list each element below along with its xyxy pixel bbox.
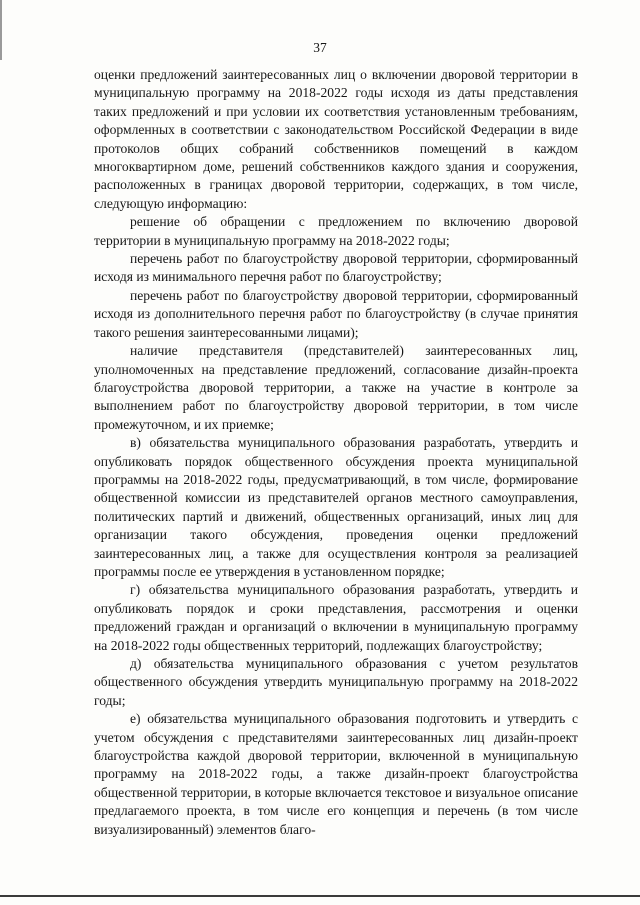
paragraph: наличие представителя (представителей) заинтересованных лиц, уполномоченных на представление предложений, согласование дизайн-проекта благоустройства дворовой территории, а также на участие в контроле за выполнением работ по благоустройству дворовой территории, в том числе промежуточном, и их приемке; (94, 343, 578, 432)
paragraph: д) обязательства муниципального образования с учетом результатов общественного обсуждения утвердить муниципальную программу на 2018-2022 годы; (94, 656, 578, 708)
paragraph: решение об обращении с предложением по включению дворовой территории в муниципальную программу на 2018-2022 годы; (94, 214, 578, 248)
paragraph: перечень работ по благоустройству дворовой территории, сформированный исходя из минимального перечня работ по благоустройству; (94, 251, 578, 285)
scan-bottom-edge (0, 895, 640, 897)
paragraph: в) обязательства муниципального образования разработать, утвердить и опубликовать порядок общественного обсуждения проекта муниципальной программы на 2018-2022 годы, предусматривающий, в том числе, формирование общественной комиссии из представителей органов местного самоуправления, политических партий и движений, общественных организаций, иных лиц для организации такого обсуждения, проведения оценки предложений заинтересованных лиц, а также для осуществления контроля за реализацией программы после ее утверждения в установленном порядке; (94, 435, 578, 579)
paragraph: г) обязательства муниципального образования разработать, утвердить и опубликовать порядок и сроки представления, рассмотрения и оценки предложений граждан и организаций о включении в муниципальную программу на 2018-2022 годы общественных территорий, подлежащих благоустройству; (94, 582, 578, 653)
paragraph: е) обязательства муниципального образования подготовить и утвердить с учетом обсуждения с представителями заинтересованных лиц дизайн-проект благоустройства каждой дворовой территории, включенной в муниципальную программу на 2018-2022 годы, а также дизайн-проект благоустройства общественной территории, в которые включается текстовое и визуальное описание предлагаемого проекта, в том числе его концепция и перечень (в том числе визуализированный) элементов благо- (94, 711, 578, 837)
document-body (94, 66, 578, 839)
paragraph: оценки предложений заинтересованных лиц о включении дворовой территории в муниципальную программу на 2018-2022 годы исходя из даты представления таких предложений и при условии их соответствия установленным требованиям, оформленных в соответствии с законодательством Российской Федерации в виде протоколов общих собраний собственников помещений в каждом многоквартирном доме, решений собственников каждого здания и сооружения, расположенных в границах дворовой территории, содержащих, в том числе, следующую информацию: (94, 67, 578, 211)
page-number: 37 (313, 40, 327, 55)
paragraph: перечень работ по благоустройству дворовой территории, сформированный исходя из дополнительного перечня работ по благоустройству (в случае принятия такого решения заинтересованными лицами); (94, 287, 578, 340)
